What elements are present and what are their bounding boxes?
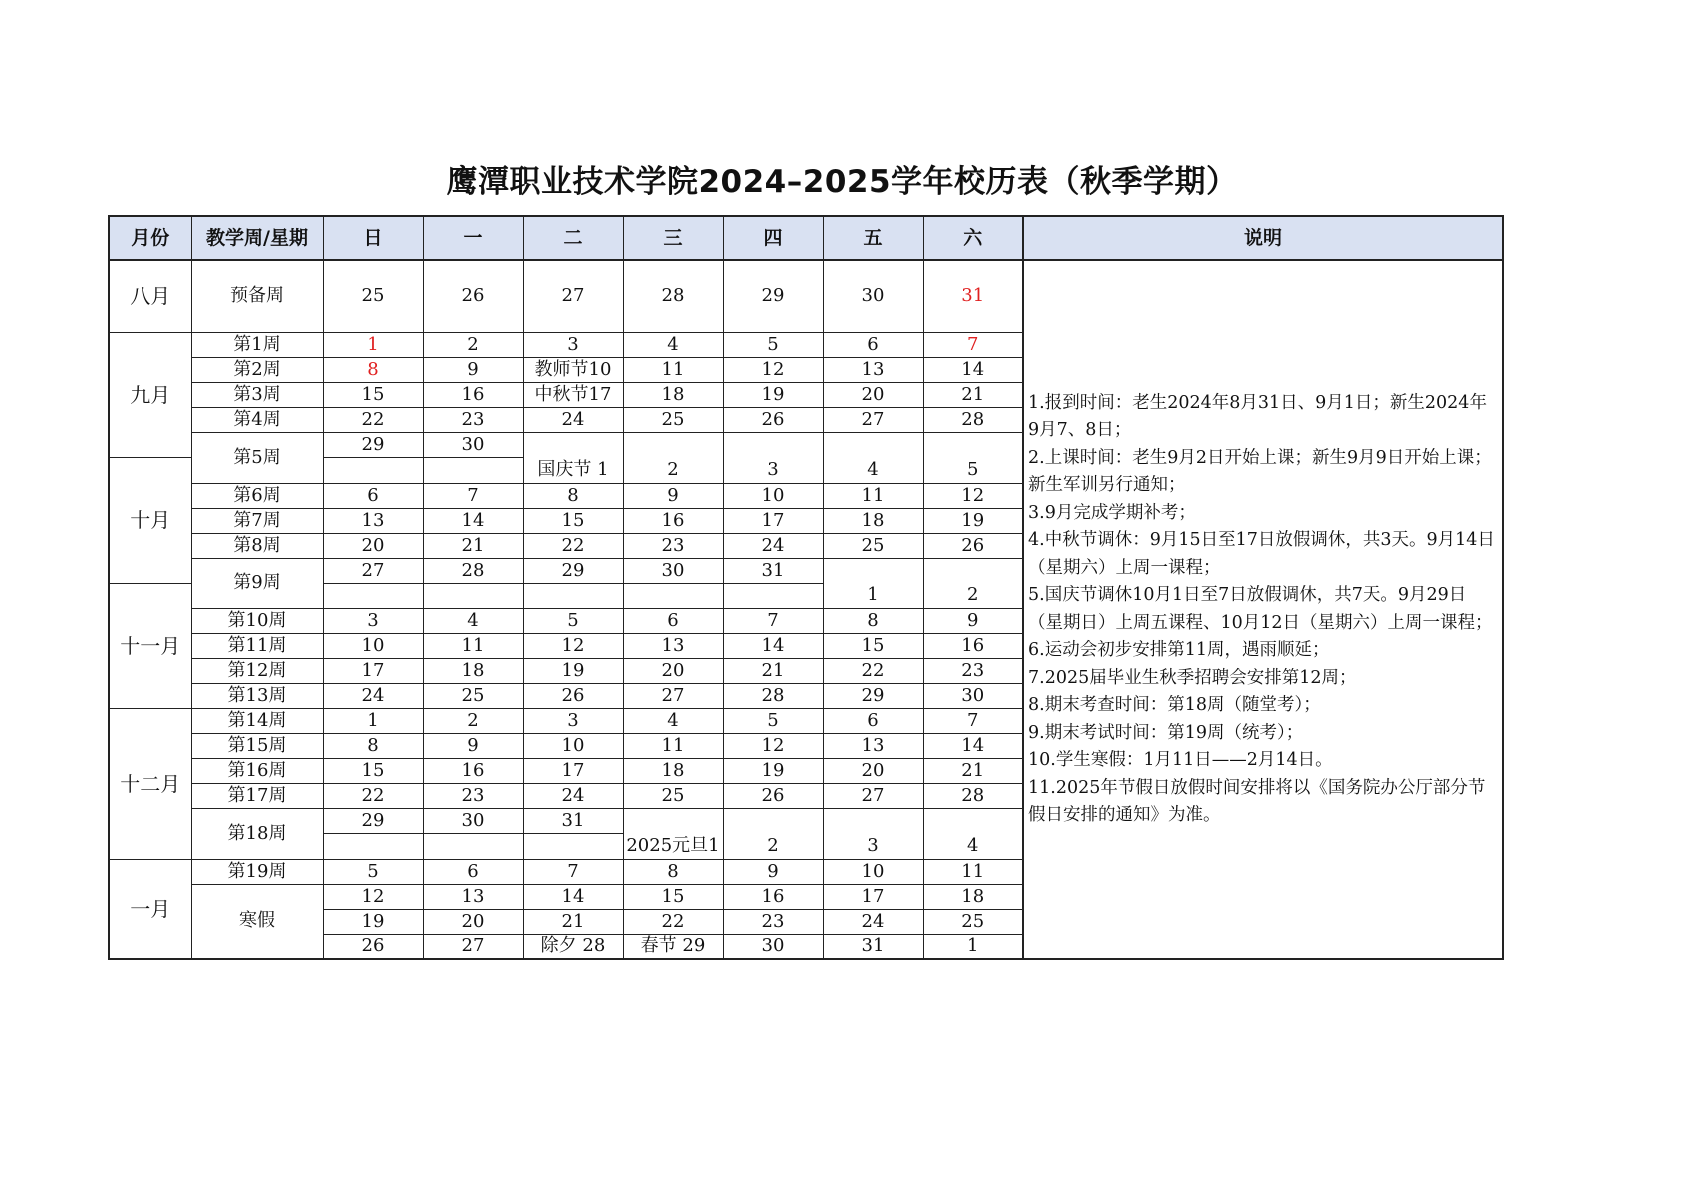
header-month: 月份: [109, 216, 191, 260]
week-label: 第6周: [191, 483, 323, 508]
day-cell: 12: [723, 357, 823, 382]
day-cell: 24: [523, 783, 623, 808]
day-cell: 24: [723, 533, 823, 558]
day-cell: 15: [823, 633, 923, 658]
day-cell: 10: [723, 483, 823, 508]
day-cell: 5: [523, 608, 623, 633]
day-cell: [623, 583, 723, 608]
day-cell: 6: [423, 859, 523, 884]
day-cell: [923, 558, 1023, 583]
day-cell: 11: [923, 859, 1023, 884]
day-cell: 26: [423, 260, 523, 332]
note-item: 8.期末考查时间：第18周（随堂考）；: [1028, 695, 1321, 715]
day-cell: 28: [723, 683, 823, 708]
note-item: 6.运动会初步安排第11周，遇雨顺延；: [1028, 640, 1330, 660]
notes-panel: [1023, 260, 1503, 959]
day-cell: [423, 833, 523, 859]
day-cell: 18: [423, 658, 523, 683]
week-label: 预备周: [191, 260, 323, 332]
header-fri: 五: [823, 216, 923, 260]
week-label: 寒假: [191, 884, 323, 959]
day-cell: 27: [823, 407, 923, 432]
day-cell: [423, 583, 523, 608]
day-cell: 26: [723, 783, 823, 808]
day-cell: 25: [923, 909, 1023, 934]
day-cell: 15: [323, 758, 423, 783]
day-cell: 13: [423, 884, 523, 909]
month-label: 十月: [109, 457, 191, 583]
day-cell: 8: [623, 859, 723, 884]
day-cell: 1: [323, 332, 423, 357]
day-cell: 9: [723, 859, 823, 884]
day-cell: 3: [823, 833, 923, 859]
note-item: 11.2025年节假日放假时间安排将以《国务院办公厅部分节假日安排的通知》为准。: [1028, 777, 1486, 825]
day-cell: 29: [523, 558, 623, 583]
week-label: 第5周: [191, 432, 323, 483]
day-cell: 5: [723, 332, 823, 357]
header-mon: 一: [423, 216, 523, 260]
week-label: 第10周: [191, 608, 323, 633]
day-cell: 8: [523, 483, 623, 508]
day-cell: 30: [623, 558, 723, 583]
day-cell: [323, 457, 423, 483]
day-cell: 24: [323, 683, 423, 708]
header-row: [109, 216, 1503, 260]
month-label: 九月: [109, 332, 191, 457]
day-cell: 29: [723, 260, 823, 332]
day-cell: 14: [923, 733, 1023, 758]
note-item: 1.报到时间：老生2024年8月31日、9月1日；新生2024年9月7、8日；: [1028, 392, 1487, 440]
day-cell: 30: [823, 260, 923, 332]
day-cell: 14: [923, 357, 1023, 382]
day-cell: 28: [623, 260, 723, 332]
day-cell: 18: [923, 884, 1023, 909]
day-cell: 9: [423, 733, 523, 758]
week-label: 第4周: [191, 407, 323, 432]
header-sun: 日: [323, 216, 423, 260]
day-cell: 17: [823, 884, 923, 909]
month-label: 十二月: [109, 708, 191, 859]
week-label: 第18周: [191, 808, 323, 859]
day-cell: [523, 583, 623, 608]
month-label: 一月: [109, 859, 191, 959]
day-cell: 12: [723, 733, 823, 758]
day-cell: 16: [623, 508, 723, 533]
calendar-row: [109, 260, 1503, 332]
month-label: 十一月: [109, 583, 191, 708]
week-label: 第16周: [191, 758, 323, 783]
day-cell: 教师节10: [523, 357, 623, 382]
day-cell: [723, 583, 823, 608]
day-cell: 26: [523, 683, 623, 708]
day-cell: 31: [523, 808, 623, 833]
calendar-table: [108, 215, 1504, 960]
day-cell: 17: [723, 508, 823, 533]
day-cell: 6: [823, 708, 923, 733]
day-cell: 7: [723, 608, 823, 633]
day-cell: 11: [423, 633, 523, 658]
day-cell: 12: [923, 483, 1023, 508]
day-cell: 26: [923, 533, 1023, 558]
day-cell: 27: [623, 683, 723, 708]
day-cell: 13: [323, 508, 423, 533]
note-item: 10.学生寒假：1月11日——2月14日。: [1028, 750, 1333, 770]
day-cell: 21: [523, 909, 623, 934]
day-cell: 18: [623, 382, 723, 407]
day-cell: 中秋节17: [523, 382, 623, 407]
header-thu: 四: [723, 216, 823, 260]
week-label: 第2周: [191, 357, 323, 382]
day-cell: 13: [623, 633, 723, 658]
day-cell: 26: [323, 934, 423, 959]
day-cell: 3: [323, 608, 423, 633]
day-cell: 14: [423, 508, 523, 533]
day-cell: [523, 833, 623, 859]
day-cell: [923, 808, 1023, 833]
day-cell: 17: [323, 658, 423, 683]
day-cell: 15: [623, 884, 723, 909]
day-cell: 1: [923, 934, 1023, 959]
day-cell: 27: [823, 783, 923, 808]
day-cell: 22: [323, 783, 423, 808]
day-cell: 21: [923, 758, 1023, 783]
day-cell: 5: [323, 859, 423, 884]
day-cell: 31: [723, 558, 823, 583]
day-cell: 2: [423, 708, 523, 733]
day-cell: 30: [723, 934, 823, 959]
day-cell: 4: [823, 457, 923, 483]
day-cell: 16: [923, 633, 1023, 658]
day-cell: 29: [323, 432, 423, 457]
day-cell: 22: [323, 407, 423, 432]
day-cell: 5: [723, 708, 823, 733]
day-cell: [823, 432, 923, 457]
day-cell: 30: [423, 808, 523, 833]
day-cell: 4: [623, 332, 723, 357]
day-cell: [623, 432, 723, 457]
header-notes: 说明: [1023, 216, 1503, 260]
day-cell: 23: [923, 658, 1023, 683]
day-cell: 29: [323, 808, 423, 833]
day-cell: 27: [423, 934, 523, 959]
day-cell: 30: [423, 432, 523, 457]
day-cell: 22: [523, 533, 623, 558]
day-cell: 14: [523, 884, 623, 909]
day-cell: 3: [523, 708, 623, 733]
day-cell: [823, 808, 923, 833]
day-cell: 9: [923, 608, 1023, 633]
day-cell: 20: [823, 758, 923, 783]
day-cell: 25: [623, 783, 723, 808]
day-cell: 29: [823, 683, 923, 708]
day-cell: 23: [723, 909, 823, 934]
day-cell: 25: [823, 533, 923, 558]
day-cell: 7: [423, 483, 523, 508]
day-cell: 24: [523, 407, 623, 432]
day-cell: 5: [923, 457, 1023, 483]
day-cell: 2: [723, 833, 823, 859]
day-cell: 26: [723, 407, 823, 432]
day-cell: 21: [423, 533, 523, 558]
day-cell: 19: [723, 382, 823, 407]
month-label: 八月: [109, 260, 191, 332]
day-cell: 8: [323, 733, 423, 758]
day-cell: 12: [323, 884, 423, 909]
day-cell: 19: [923, 508, 1023, 533]
header-wed: 三: [623, 216, 723, 260]
day-cell: 20: [323, 533, 423, 558]
week-label: 第19周: [191, 859, 323, 884]
day-cell: 27: [523, 260, 623, 332]
header-tue: 二: [523, 216, 623, 260]
day-cell: 6: [823, 332, 923, 357]
note-item: 5.国庆节调休10月1日至7日放假调休，共7天。9月29日（星期日）上周五课程、10月12日（星期六）上周一课程；: [1028, 585, 1493, 633]
day-cell: 28: [423, 558, 523, 583]
note-item: 7.2025届毕业生秋季招聘会安排第12周；: [1028, 667, 1357, 688]
week-label: 第12周: [191, 658, 323, 683]
day-cell: 11: [823, 483, 923, 508]
day-cell: 除夕 28: [523, 934, 623, 959]
day-cell: 3: [723, 457, 823, 483]
day-cell: 23: [623, 533, 723, 558]
day-cell: 7: [523, 859, 623, 884]
day-cell: 1: [323, 708, 423, 733]
day-cell: 18: [823, 508, 923, 533]
day-cell: 1: [823, 583, 923, 608]
week-label: 第14周: [191, 708, 323, 733]
day-cell: 10: [323, 633, 423, 658]
day-cell: 11: [623, 733, 723, 758]
day-cell: 9: [423, 357, 523, 382]
day-cell: 国庆节 1: [523, 457, 623, 483]
day-cell: [323, 583, 423, 608]
note-item: 2.上课时间：老生9月2日开始上课；新生9月9日开始上课；新生军训另行通知；: [1028, 447, 1492, 495]
day-cell: 6: [323, 483, 423, 508]
day-cell: 23: [423, 783, 523, 808]
day-cell: 24: [823, 909, 923, 934]
day-cell: 28: [923, 783, 1023, 808]
day-cell: [423, 457, 523, 483]
week-label: 第8周: [191, 533, 323, 558]
day-cell: 19: [723, 758, 823, 783]
page-title: 鹰潭职业技术学院2024–2025学年校历表（秋季学期）: [446, 164, 1238, 200]
day-cell: [723, 808, 823, 833]
day-cell: [823, 558, 923, 583]
day-cell: 27: [323, 558, 423, 583]
day-cell: 31: [923, 260, 1023, 332]
day-cell: 25: [323, 260, 423, 332]
day-cell: [623, 808, 723, 833]
day-cell: 3: [523, 332, 623, 357]
day-cell: 14: [723, 633, 823, 658]
day-cell: 2: [423, 332, 523, 357]
day-cell: 10: [523, 733, 623, 758]
day-cell: 4: [623, 708, 723, 733]
week-label: 第3周: [191, 382, 323, 407]
day-cell: 10: [823, 859, 923, 884]
day-cell: 2: [923, 583, 1023, 608]
day-cell: 4: [923, 833, 1023, 859]
day-cell: 2: [623, 457, 723, 483]
day-cell: 21: [723, 658, 823, 683]
week-label: 第11周: [191, 633, 323, 658]
day-cell: 4: [423, 608, 523, 633]
header-sat: 六: [923, 216, 1023, 260]
day-cell: 20: [823, 382, 923, 407]
day-cell: 19: [523, 658, 623, 683]
day-cell: 13: [823, 733, 923, 758]
week-label: 第7周: [191, 508, 323, 533]
day-cell: 12: [523, 633, 623, 658]
day-cell: 21: [923, 382, 1023, 407]
header-week: 教学周/星期: [191, 216, 323, 260]
day-cell: 7: [923, 332, 1023, 357]
day-cell: 16: [423, 758, 523, 783]
day-cell: 28: [923, 407, 1023, 432]
day-cell: 8: [823, 608, 923, 633]
day-cell: 16: [423, 382, 523, 407]
day-cell: 8: [323, 357, 423, 382]
day-cell: 20: [423, 909, 523, 934]
day-cell: 2025元旦1: [623, 833, 723, 859]
week-label: 第17周: [191, 783, 323, 808]
day-cell: 25: [423, 683, 523, 708]
day-cell: [523, 432, 623, 457]
day-cell: 23: [423, 407, 523, 432]
day-cell: 17: [523, 758, 623, 783]
day-cell: 6: [623, 608, 723, 633]
day-cell: 18: [623, 758, 723, 783]
day-cell: 30: [923, 683, 1023, 708]
day-cell: 20: [623, 658, 723, 683]
day-cell: [723, 432, 823, 457]
day-cell: 11: [623, 357, 723, 382]
day-cell: 9: [623, 483, 723, 508]
day-cell: [323, 833, 423, 859]
week-label: 第9周: [191, 558, 323, 608]
day-cell: 7: [923, 708, 1023, 733]
day-cell: 25: [623, 407, 723, 432]
week-label: 第15周: [191, 733, 323, 758]
calendar-body: [109, 260, 1503, 959]
week-label: 第1周: [191, 332, 323, 357]
day-cell: 19: [323, 909, 423, 934]
day-cell: 22: [823, 658, 923, 683]
note-item: 3.9月完成学期补考；: [1028, 502, 1196, 523]
note-item: 9.期末考试时间：第19周（统考）；: [1028, 722, 1304, 743]
day-cell: [923, 432, 1023, 457]
note-item: 4.中秋节调休：9月15日至17日放假调休，共3天。9月14日（星期六）上周一课程；: [1028, 530, 1495, 578]
day-cell: 16: [723, 884, 823, 909]
week-label: 第13周: [191, 683, 323, 708]
day-cell: 15: [323, 382, 423, 407]
day-cell: 31: [823, 934, 923, 959]
day-cell: 15: [523, 508, 623, 533]
day-cell: 13: [823, 357, 923, 382]
day-cell: 22: [623, 909, 723, 934]
day-cell: 春节 29: [623, 934, 723, 959]
